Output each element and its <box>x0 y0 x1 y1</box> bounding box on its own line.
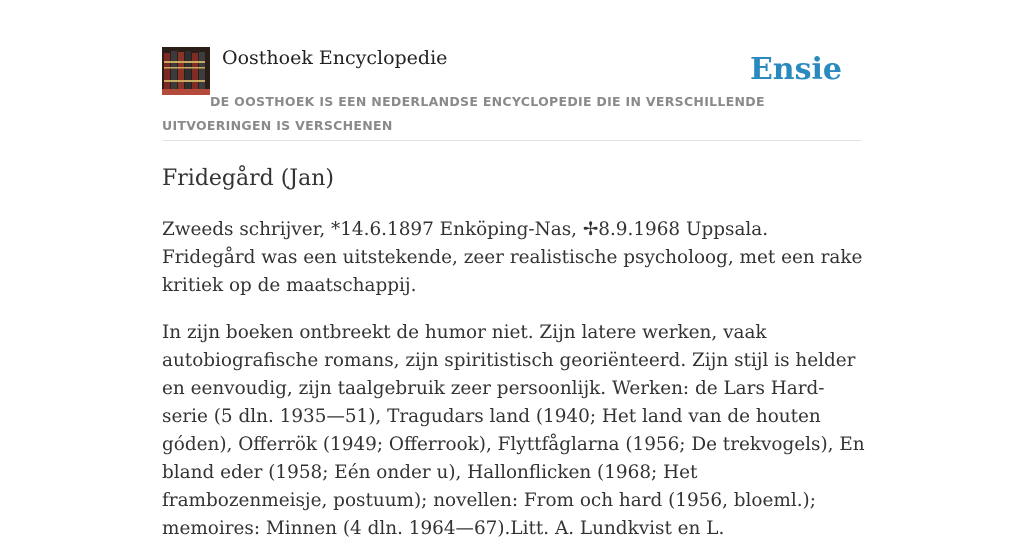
ensie-logo-link[interactable]: Ensie <box>749 52 842 87</box>
article-paragraph: Zweeds schrijver, *14.6.1897 Enköping-Nas, ✢8.9.1968 Uppsala. Fridegård was een uitstekende, zeer realistische psycholoog, met een rake kritiek op de maatschappij. <box>162 219 863 296</box>
article-title: Fridegård (Jan) <box>162 166 334 191</box>
books-icon <box>162 47 210 95</box>
article-paragraph: In zijn boeken ontbreekt de humor niet. Zijn latere werken, vaak autobiografische romans, zijn spiritistisch georiënteerd. Zijn stijl is helder en eenvoudig, zijn taalgebruik zeer persoonlijk. Werken: de Lars Hard-serie (5 dln. 1935—51), Tragudars land (1940; Het land van de houten góden), Offerrök (1949; Offerrook), Flyttfåglarna (1956; De trekvogels), En bland eder (1958; Eén onder u), Hallonflicken (1968; Het frambozenmeisje, postuum); novellen: From och hard (1956, bloeml.); memoires: Minnen (4 dln. 1964—67).Litt. A. Lundkvist en L. <box>162 322 865 539</box>
source-tagline: DE OOSTHOEK IS EEN NEDERLANDSE ENCYCLOPEDIE DIE IN VERSCHILLENDE UITVOERINGEN IS VERSCHENEN <box>162 94 765 133</box>
source-name-link[interactable]: Oosthoek Encyclopedie <box>222 47 448 69</box>
encyclopedia-books-avatar[interactable] <box>162 47 210 95</box>
source-header <box>162 46 862 141</box>
